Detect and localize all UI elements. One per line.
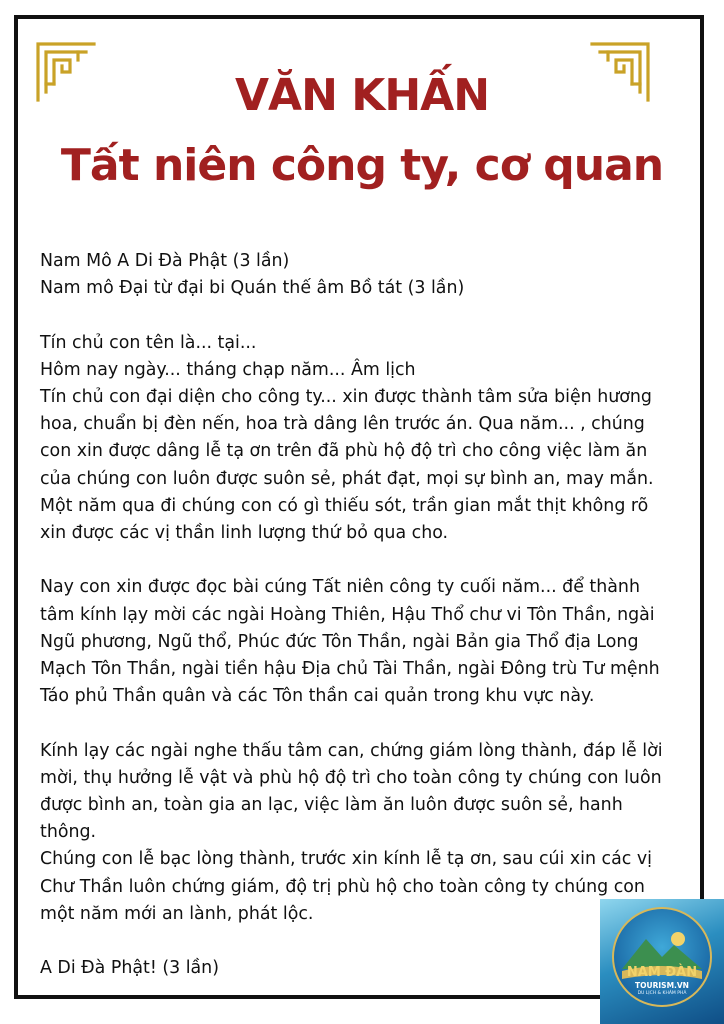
paragraph [40,738,692,928]
text-line: mời, thụ hưởng lễ vật và phù hộ độ trì cho toàn công ty chúng con luôn [40,767,662,788]
paragraph [40,330,692,548]
text-line: tâm kính lạy mời các ngài Hoàng Thiên, Hậu Thổ chư vi Tôn Thần, ngài [40,604,655,625]
text-line: Mạch Tôn Thần, ngài tiền hậu Địa chủ Tài Thần, ngài Đông trù Tư mệnh [40,659,660,680]
text-line: Một năm qua đi chúng con có gì thiếu sót, trần gian mắt thịt không rõ [40,495,649,516]
text-line: A Di Đà Phật! (3 lần) [40,958,219,979]
title-line-1: VĂN KHẤN [234,70,490,121]
text-line: con xin được dâng lễ tạ ơn trên đã phù hộ độ trì cho công việc làm ăn [40,441,648,462]
text-line: Chư Thần luôn chứng giám, độ trị phù hộ cho toàn công ty chúng con [40,876,645,897]
text-line: Tín chủ con tên là... tại... [40,332,257,353]
text-line: Kính lạy các ngài nghe thấu tâm can, chứng giám lòng thành, đáp lễ lời [40,740,663,761]
text-line: Nay con xin được đọc bài cúng Tất niên công ty cuối năm... để thành [40,577,640,598]
text-line: Nam mô Đại từ đại bi Quán thế âm Bồ tát (3 lần) [40,278,465,299]
logo-tagline: DU LỊCH & KHÁM PHÁ [637,991,687,996]
paragraph [40,248,692,302]
text-line: Tín chủ con đại diện cho công ty... xin được thành tâm sửa biện hương [40,387,652,407]
text-line: xin được các vị thần linh lượng thứ bỏ qua cho. [40,523,449,544]
paragraph [40,574,692,710]
text-line: Ngũ phương, Ngũ thổ, Phúc đức Tôn Thần, ngài Bản gia Thổ địa Long [40,631,639,652]
text-line: hoa, chuẩn bị đèn nến, hoa trà dâng lên trước án. Qua năm... , chúng [40,414,645,435]
text-line: Táo phủ Thần quân và các Tôn thần cai quản trong khu vực này. [40,686,595,707]
text-line: Chúng con lễ bạc lòng thành, trước xin kính lễ tạ ơn, sau cúi xin các vị [40,849,652,870]
text-line: của chúng con luôn được suôn sẻ, phát đạt, mọi sự bình an, may mắn. [40,468,654,489]
logo-site: TOURISM.VN [635,981,689,990]
title-line-2: Tất niên công ty, cơ quan [60,140,664,191]
text-line: thông. [40,822,97,843]
text-line: Nam Mô A Di Đà Phật (3 lần) [40,251,290,271]
paragraph [40,955,692,982]
text-line: Hôm nay ngày... tháng chạp năm... Âm lịch [40,359,416,380]
logo-name: NAM ĐÀN [626,965,698,980]
nam-dan-tourism-logo [600,899,724,1024]
prayer-text [40,248,692,1010]
text-line: được bình an, toàn gia an lạc, việc làm ăn luôn được suôn sẻ, hanh [40,795,623,816]
text-line: một năm mới an lành, phát lộc. [40,903,314,924]
